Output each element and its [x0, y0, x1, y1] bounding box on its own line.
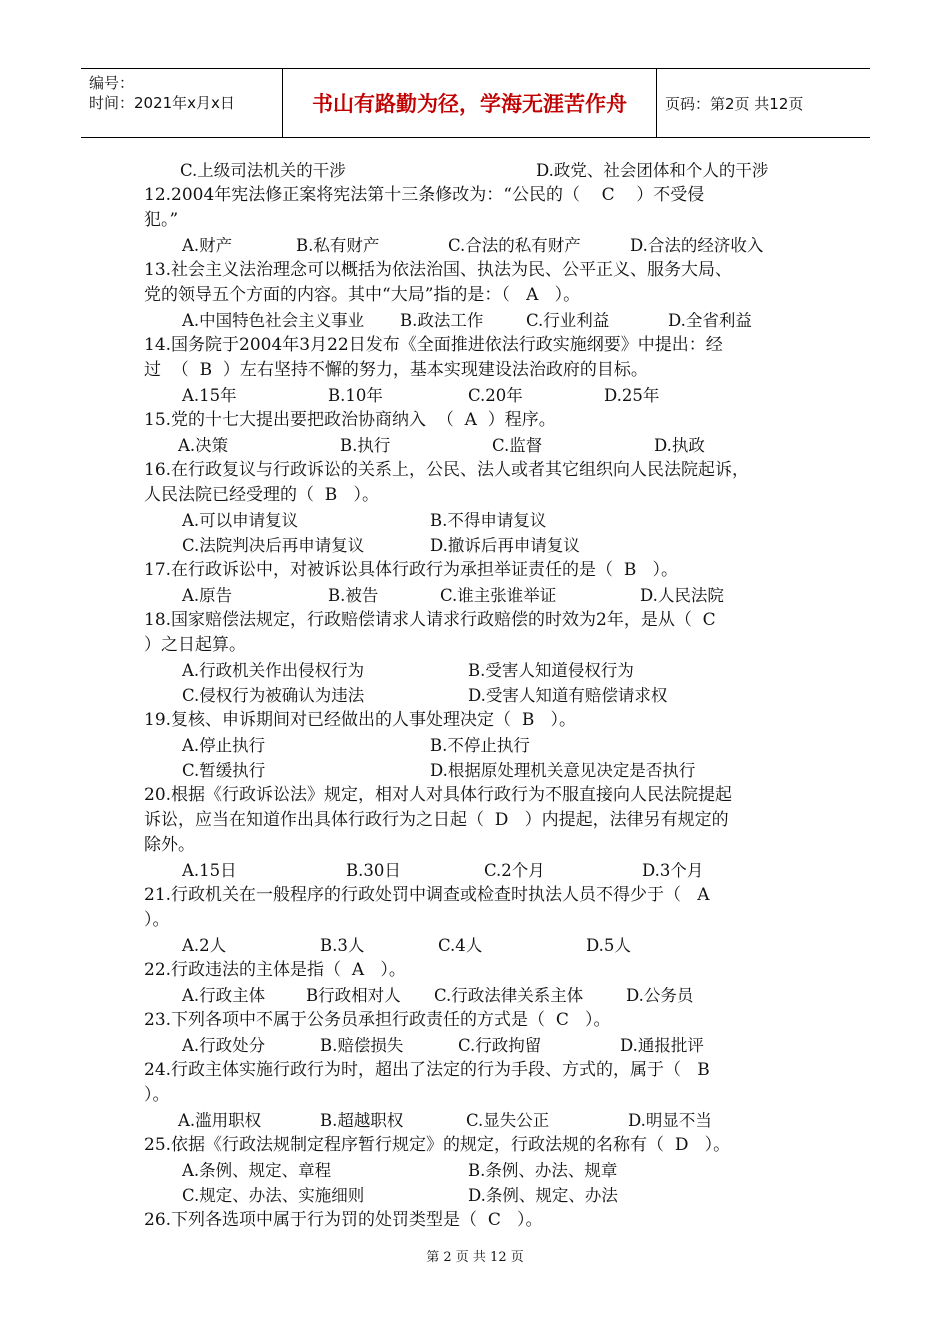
options-row [144, 158, 824, 183]
answer-option: B.被告 [328, 586, 379, 605]
answer-option: B.政法工作 [400, 311, 484, 330]
header-motto: 书山有路勤为径，学海无涯苦作舟 [283, 69, 657, 137]
options-row [144, 1158, 824, 1183]
answer-option: A.15年 [182, 386, 237, 405]
answer-option: D.全省利益 [668, 311, 752, 330]
page-header [81, 68, 870, 138]
question-text-line: 13.社会主义法治理念可以概括为依法治国、执法为民、公平正义、服务大局、 [144, 260, 733, 280]
answer-option: B.执行 [340, 436, 391, 455]
page-footer: 第 2 页 共 12 页 [426, 1250, 524, 1265]
answer-option: D.3个月 [642, 861, 704, 880]
question-text-line: 诉讼，应当在知道作出具体行政行为之日起（ D ）内提起，法律另有规定的 [144, 810, 729, 830]
options-row [144, 433, 824, 458]
answer-option: B.受害人知道侵权行为 [468, 661, 634, 680]
header-number: 编号： [89, 74, 135, 92]
answer-option: B.30日 [346, 861, 401, 880]
answer-option: A.可以申请复议 [182, 511, 299, 530]
answer-option: A.2人 [182, 936, 227, 955]
answer-option: D.执政 [654, 436, 705, 455]
question-text-line: 22.行政违法的主体是指（ A ）。 [144, 960, 406, 980]
answer-option: B.私有财产 [296, 236, 380, 255]
answer-option: C.显失公正 [466, 1111, 550, 1130]
answer-option: D.人民法院 [640, 586, 724, 605]
options-row [144, 733, 824, 758]
answer-option: C.4人 [438, 936, 483, 955]
question-text-line: 25.依据《行政法规制定程序暂行规定》的规定，行政法规的名称有（ D ）。 [144, 1135, 731, 1155]
answer-option: C.法院判决后再申请复议 [182, 536, 365, 555]
question-text-line: 26.下列各选项中属于行为罚的处罚类型是（ C ）。 [144, 1210, 543, 1230]
options-row [144, 233, 824, 258]
question-text-line: ）。 [144, 1085, 170, 1105]
answer-option: A.中国特色社会主义事业 [182, 311, 365, 330]
question-text-line: 16.在行政复议与行政诉讼的关系上，公民、法人或者其它组织向人民法院起诉， [144, 460, 750, 480]
question-text-line: 党的领导五个方面的内容。其中“大局”指的是：（ A ）。 [144, 285, 581, 305]
answer-option: C.20年 [468, 386, 523, 405]
answer-option: D.撤诉后再申请复议 [430, 536, 580, 555]
options-row [144, 1108, 824, 1133]
answer-option: C.侵权行为被确认为违法 [182, 686, 365, 705]
answer-option: D.5人 [586, 936, 631, 955]
question-text-line: 20.根据《行政诉讼法》规定，相对人对具体行政行为不服直接向人民法院提起 [144, 785, 733, 805]
answer-option: B.赔偿损失 [320, 1036, 404, 1055]
options-row [144, 858, 824, 883]
answer-option: B.条例、办法、规章 [468, 1161, 618, 1180]
header-time: 时间：2021年x月x日 [89, 94, 235, 112]
options-row [144, 658, 824, 683]
options-row [144, 1033, 824, 1058]
answer-option: C.行政拘留 [458, 1036, 542, 1055]
answer-option: D.明显不当 [628, 1111, 712, 1130]
answer-option: B.不停止执行 [430, 736, 530, 755]
question-text-line: 犯。” [144, 210, 179, 230]
answer-option: C.谁主张谁举证 [440, 586, 557, 605]
options-row [144, 583, 824, 608]
answer-option: D.通报批评 [620, 1036, 704, 1055]
question-text-line: 18.国家赔偿法规定，行政赔偿请求人请求行政赔偿的时效为2年，是从（ C [144, 610, 716, 630]
answer-option: A.行政处分 [182, 1036, 266, 1055]
options-row [144, 308, 824, 333]
options-row [144, 683, 824, 708]
answer-option: B.10年 [328, 386, 383, 405]
document-body [144, 158, 824, 1233]
answer-option: C.监督 [492, 436, 543, 455]
question-text-line: 除外。 [144, 835, 195, 855]
answer-option: C.合法的私有财产 [448, 236, 581, 255]
answer-option: C.2个月 [484, 861, 545, 880]
options-row [144, 533, 824, 558]
answer-option: D.条例、规定、办法 [468, 1186, 618, 1205]
answer-option: C.行业利益 [526, 311, 610, 330]
answer-option: A.条例、规定、章程 [182, 1161, 332, 1180]
options-row [144, 508, 824, 533]
question-text-line: 21.行政机关在一般程序的行政处罚中调查或检查时执法人员不得少于（ A [144, 885, 710, 905]
answer-option: C.行政法律关系主体 [434, 986, 584, 1005]
answer-option: A.滥用职权 [178, 1111, 262, 1130]
question-text-line: 人民法院已经受理的（ B ）。 [144, 485, 380, 505]
answer-option: D.政党、社会团体和个人的干涉 [536, 161, 769, 180]
answer-option: D.合法的经济收入 [630, 236, 764, 255]
answer-option: C.规定、办法、实施细则 [182, 1186, 365, 1205]
answer-option: D.受害人知道有赔偿请求权 [468, 686, 668, 705]
answer-option: A.行政主体 [182, 986, 266, 1005]
answer-option: A.决策 [178, 436, 229, 455]
question-text-line: 17.在行政诉讼中，对被诉讼具体行政行为承担举证责任的是（ B ）。 [144, 560, 679, 580]
question-text-line: 12.2004年宪法修正案将宪法第十三条修改为：“公民的（ C ）不受侵 [144, 185, 705, 205]
answer-option: B.3人 [320, 936, 365, 955]
answer-option: A.财产 [182, 236, 233, 255]
question-text-line: 19.复核、申诉期间对已经做出的人事处理决定（ B ）。 [144, 710, 577, 730]
answer-option: C.暂缓执行 [182, 761, 266, 780]
header-meta [81, 69, 283, 137]
header-page-number: 页码：第2页 共12页 [665, 94, 804, 113]
answer-option: C.上级司法机关的干涉 [180, 161, 346, 180]
answer-option: A.原告 [182, 586, 233, 605]
answer-option: D.公务员 [626, 986, 694, 1005]
question-text-line: 15.党的十七大提出要把政治协商纳入 （ A ）程序。 [144, 410, 556, 430]
question-text-line: 过 （ B ）左右坚持不懈的努力，基本实现建设法治政府的目标。 [144, 360, 648, 380]
answer-option: B行政相对人 [306, 986, 401, 1005]
answer-option: A.15日 [182, 861, 237, 880]
answer-option: B.超越职权 [320, 1111, 404, 1130]
answer-option: D.根据原处理机关意见决定是否执行 [430, 761, 696, 780]
options-row [144, 758, 824, 783]
question-text-line: ）之日起算。 [144, 635, 246, 655]
answer-option: D.25年 [604, 386, 660, 405]
options-row [144, 983, 824, 1008]
question-text-line: 14.国务院于2004年3月22日发布《全面推进依法行政实施纲要》中提出：经 [144, 335, 723, 355]
options-row [144, 933, 824, 958]
answer-option: B.不得申请复议 [430, 511, 547, 530]
answer-option: A.行政机关作出侵权行为 [182, 661, 365, 680]
question-text-line: ）。 [144, 910, 170, 930]
options-row [144, 1183, 824, 1208]
answer-option: A.停止执行 [182, 736, 266, 755]
options-row [144, 383, 824, 408]
question-text-line: 24.行政主体实施行政行为时，超出了法定的行为手段、方式的，属于（ B [144, 1060, 710, 1080]
question-text-line: 23.下列各项中不属于公务员承担行政责任的方式是（ C ）。 [144, 1010, 611, 1030]
